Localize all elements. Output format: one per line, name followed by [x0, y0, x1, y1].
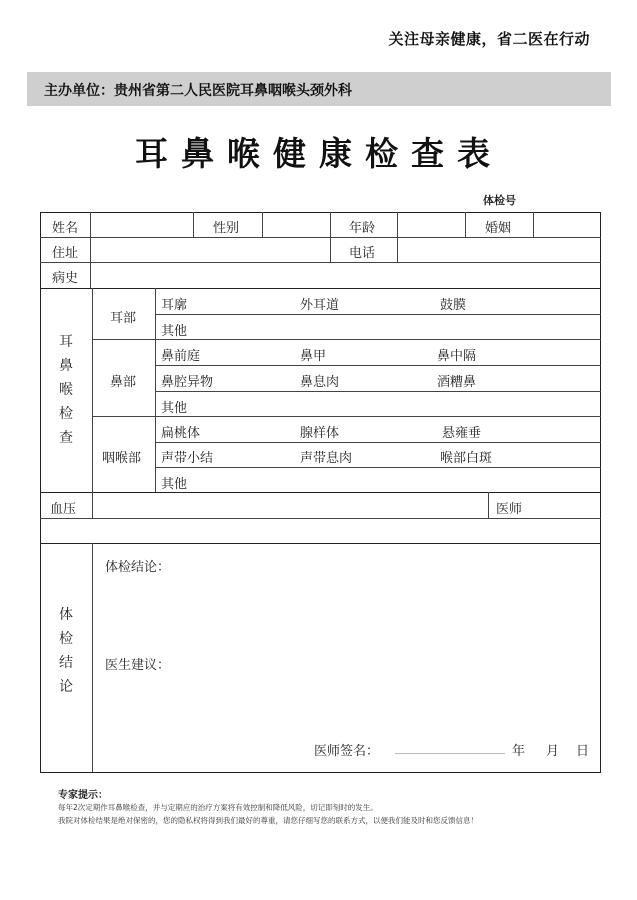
- ear-item: 外耳道: [300, 298, 340, 313]
- signature-label: 医师签名：: [314, 744, 380, 759]
- col-line: [155, 288, 156, 492]
- col-line: [92, 492, 93, 518]
- row-line: [155, 442, 601, 443]
- tip-line: 每年2次定期作耳鼻喉检查，并与定期应的治疗方案将有效控制和降低风险，切记即刻时的发生。: [58, 803, 378, 812]
- nose-item: 鼻息肉: [300, 375, 340, 390]
- ear-other: 其他: [161, 324, 188, 339]
- throat-item: 扁桃体: [161, 426, 201, 441]
- ear-item: 耳廓: [161, 298, 188, 313]
- row-line: [92, 416, 601, 417]
- throat-item: 喉部白斑: [440, 451, 493, 466]
- row-line: [40, 288, 601, 289]
- address-field[interactable]: [92, 239, 329, 261]
- col-line: [92, 288, 93, 492]
- page-title: 耳鼻喉健康检查表: [135, 134, 503, 173]
- nose-item: 鼻中隔: [437, 349, 477, 364]
- doctor-field[interactable]: [530, 494, 598, 516]
- row-line: [92, 339, 601, 340]
- throat-other: 其他: [161, 477, 188, 492]
- throat-item: 声带小结: [161, 451, 214, 466]
- col-line: [90, 212, 91, 288]
- name-label: 姓名: [52, 221, 79, 236]
- ear-label: 耳部: [110, 311, 137, 326]
- signature-field[interactable]: [395, 736, 505, 754]
- phone-field[interactable]: [399, 239, 599, 261]
- slogan: 关注母亲健康，省二医在行动: [388, 30, 590, 48]
- table-top-border: [40, 212, 601, 213]
- doctor-label: 医师: [496, 502, 523, 517]
- marriage-field[interactable]: [535, 214, 599, 236]
- row-line: [40, 518, 601, 519]
- history-field[interactable]: [92, 264, 599, 286]
- row-line: [155, 365, 601, 366]
- bp-field[interactable]: [94, 494, 486, 516]
- throat-item: 腺样体: [300, 426, 340, 441]
- ear-item: 鼓膜: [440, 298, 467, 313]
- tips-title: 专家提示：: [58, 790, 108, 801]
- row-line: [155, 314, 601, 315]
- throat-label: 咽喉部: [102, 451, 142, 466]
- gender-field[interactable]: [264, 214, 329, 236]
- exam-number-label: 体检号: [483, 194, 516, 207]
- row-line: [40, 543, 601, 544]
- age-label: 年龄: [349, 221, 376, 236]
- row-line: [155, 391, 601, 392]
- conclusion-section-label: 体 检 结 论: [59, 607, 73, 695]
- month-label: 月: [546, 744, 560, 759]
- year-label: 年: [512, 744, 526, 759]
- row-line: [155, 467, 601, 468]
- name-field[interactable]: [92, 214, 192, 236]
- row-line: [40, 492, 601, 493]
- col-line: [262, 212, 263, 237]
- nose-item: 鼻甲: [300, 349, 327, 364]
- advice-label: 医生建议：: [105, 658, 171, 673]
- address-label: 住址: [52, 246, 79, 261]
- phone-label: 电话: [349, 246, 376, 261]
- result-label: 体检结论：: [105, 560, 171, 575]
- col-line: [397, 212, 398, 262]
- result-field[interactable]: [180, 552, 595, 642]
- row-line: [40, 262, 601, 263]
- col-line: [92, 543, 93, 772]
- sponsor-text: 主办单位：贵州省第二人民医院耳鼻咽喉头颈外科: [44, 83, 352, 99]
- col-line: [533, 212, 534, 237]
- col-line: [465, 212, 466, 237]
- col-line: [330, 212, 331, 262]
- nose-item: 鼻前庭: [161, 349, 201, 364]
- table-bottom-border: [40, 772, 601, 773]
- throat-item: 悬雍垂: [442, 426, 482, 441]
- nose-other: 其他: [161, 401, 188, 416]
- tip-line: 我院对体检结果是绝对保密的，您的隐私权将得到我们最好的尊重，请您仔细写您的联系方式，以便我们能及时和您反馈信息！: [58, 816, 478, 825]
- row-line: [40, 237, 601, 238]
- nose-item: 酒糟鼻: [437, 375, 477, 390]
- col-line: [488, 492, 489, 518]
- age-field[interactable]: [399, 214, 464, 236]
- nose-label: 鼻部: [110, 375, 137, 390]
- gender-label: 性别: [213, 221, 240, 236]
- advice-field[interactable]: [180, 650, 595, 730]
- day-label: 日: [576, 744, 590, 759]
- ent-section-label: 耳 鼻 喉 检 查: [59, 334, 73, 446]
- throat-item: 声带息肉: [300, 451, 353, 466]
- history-label: 病史: [52, 271, 79, 286]
- nose-item: 鼻腔异物: [161, 375, 214, 390]
- marriage-label: 婚姻: [485, 221, 512, 236]
- col-line: [193, 212, 194, 237]
- bp-label: 血压: [50, 502, 77, 517]
